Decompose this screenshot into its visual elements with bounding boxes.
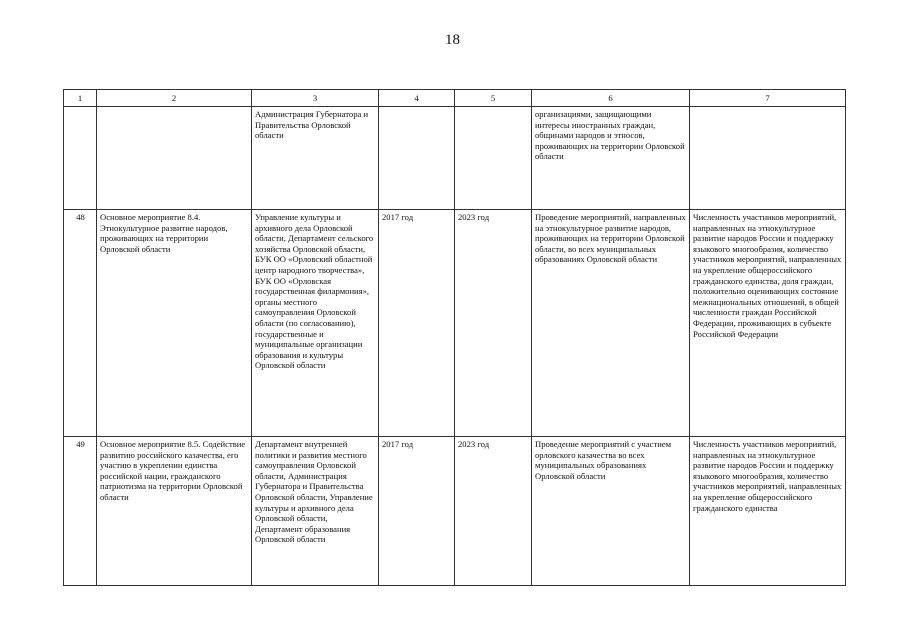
row-number-cell [64,107,97,210]
column-number-header: 1 [64,90,97,107]
table-row [64,437,846,586]
expected-result-cell: Проведение мероприятий с участием орловского казачества во всех муниципальных образованиях Орловской области [532,437,690,586]
end-year-cell: 2023 год [455,437,532,586]
indicator-cell [690,107,846,210]
activities-table [63,89,846,586]
start-year-cell [379,107,455,210]
column-number-row [64,90,846,107]
event-cell [97,107,252,210]
column-number-header: 6 [532,90,690,107]
expected-result-cell: Проведение мероприятий, направленных на этнокультурное развитие народов, проживающих на территории Орловской области, во всех муниципальных образованиях Орловской области [532,210,690,437]
column-number-header: 4 [379,90,455,107]
column-number-header: 7 [690,90,846,107]
row-number-cell: 48 [64,210,97,437]
page-number: 18 [445,32,460,48]
executors-cell: Администрация Губернатора и Правительства Орловской области [252,107,379,210]
indicator-cell: Численность участников мероприятий, направленных на этнокультурное развитие народов России и поддержку языкового многообразия, количество участников мероприятий, направленных на укрепление общероссийского гражданского единства [690,437,846,586]
executors-cell: Управление культуры и архивного дела Орловской области, Департамент сельского хозяйства Орловской области, БУК ОО «Орловский областной центр народного творчества», БУК ОО «Орловская государственная филармония», органы местного самоуправления Орловской области (по согласованию), государственные и муниципальные организации образования и культуры Орловской области [252,210,379,437]
end-year-cell [455,107,532,210]
executors-cell: Департамент внутренней политики и развития местного самоуправления Орловской области, Администрация Губернатора и Правительства Орловской области, Управление культуры и архивного дела Орловской области, Департамент образования Орловской области [252,437,379,586]
indicator-cell: Численность участников мероприятий, направленных на этнокультурное развитие народов России и поддержку языкового многообразия, количество участников мероприятий, направленных на укрепление общероссийского гражданского единства, доля граждан, положительно оценивающих состояние межнациональных отношений, в общей численности граждан Российской Федерации, проживающих в субъекте Российской Федерации [690,210,846,437]
row-number-cell: 49 [64,437,97,586]
table-row [64,210,846,437]
expected-result-cell: организациями, защищающими интересы иностранных граждан, общинами народов и этносов, проживающих на территории Орловской области [532,107,690,210]
end-year-cell: 2023 год [455,210,532,437]
table-row-continuation [64,107,846,210]
column-number-header: 3 [252,90,379,107]
event-cell: Основное мероприятие 8.4. Этнокультурное развитие народов, проживающих на территории Орловской области [97,210,252,437]
event-cell: Основное мероприятие 8.5. Содействие развитию российского казачества, его участию в укреплении единства российской нации, гражданского патриотизма на территории Орловской области [97,437,252,586]
column-number-header: 5 [455,90,532,107]
start-year-cell: 2017 год [379,210,455,437]
column-number-header: 2 [97,90,252,107]
start-year-cell: 2017 год [379,437,455,586]
